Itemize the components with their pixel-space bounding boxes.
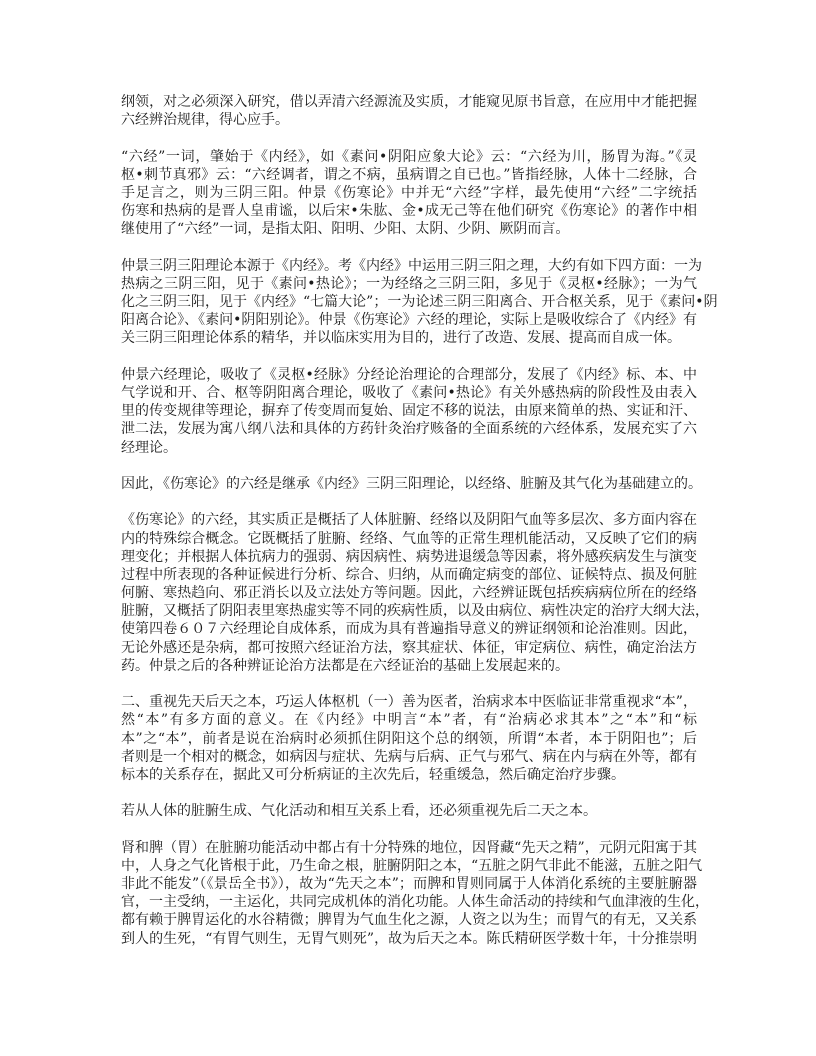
text-line: 脏腑，又概括了阴阳表里寒热虚实等不同的疾病性质，以及由病位、病性决定的治疗大纲大法， (121, 603, 709, 620)
text-line: 气学说和开、合、枢等阴阳离合理论，吸收了《素问•热论》有关外感热病的阶段性及由表入 (121, 385, 697, 401)
text-line: 肾和脾（胃）在脏腑功能活动中都占有十分特殊的地位，因肾藏“先天之精”，元阴元阳寓于其 (121, 839, 697, 856)
text-line: “六经”一词，肇始于《内经》，如《素问•阴阳应象大论》云：“六经为川，肠胃为海。”《灵 (121, 148, 697, 165)
text-line: 六经辨治规律，得心应手。 (121, 112, 289, 129)
paragraph (121, 93, 697, 129)
text-line: 非此不能发”（《景岳全书》），故为“先天之本”；而脾和胃则同属于人体消化系统的主要脏腑器 (121, 876, 697, 893)
text-line: 热病之三阴三阳，见于《素问•热论》；一为经络之三阴三阳，多见于《灵枢•经脉》；一为气 (121, 275, 697, 292)
text-line: 理变化；并根据人体抗病力的强弱、病因病性、病势进退缓急等因素，将外感疾病发生与演变 (121, 548, 697, 565)
paragraph (121, 366, 697, 457)
text-line: 到人的生死，“有胃气则生，无胃气则死”，故为后天之本。陈氏精研医学数十年，十分推崇明 (121, 930, 697, 947)
text-line: 化之三阴三阳，见于《内经》“七篇大论”；一为论述三阴三阳离合、开合枢关系，见于《素问•阴 (121, 294, 718, 311)
text-line: 二、重视先天后天之本，巧运人体枢机（一）善为医者，治病求本中医临证非常重视求“本”， (121, 694, 697, 711)
text-line: 关三阴三阳理论体系的精华，并以临床实用为目的，进行了改造、发展、提高而自成一体。 (121, 330, 681, 347)
text-line: 药。仲景之后的各种辨证论治方法都是在六经证治的基础上发展起来的。 (121, 657, 569, 674)
text-line: 官，一主受纳，一主运化，共同完成机体的消化功能。人体生命活动的持续和气血津液的生化， (121, 894, 709, 911)
text-line: 枢•刺节真邪》云：“六经调者，谓之不病，虽病谓之自已也。”皆指经脉，人体十二经脉，合 (121, 166, 697, 183)
text-line: 纲领，对之必须深入研究，借以弄清六经源流及实质，才能窥见原书旨意，在应用中才能把握 (121, 94, 697, 110)
paragraph (121, 839, 709, 948)
paragraph (121, 802, 697, 820)
text-line: 手足言之，则为三阴三阳。仲景《伤寒论》中并无“六经”字样，最先使用“六经”二字统括 (121, 184, 697, 201)
paragraph (121, 511, 709, 675)
text-line: 伤寒和热病的是晋人皇甫谧，以后宋•朱肱、金•成无己等在他们研究《伤寒论》的著作中相 (121, 203, 697, 220)
text-line: 里的传变规律等理论，摒弃了传变周而复始、固定不移的说法，由原来简单的热、实证和汗、 (121, 403, 697, 420)
text-line: 都有赖于脾胃运化的水谷精微；脾胃为气血生化之源，人资之以为生；而胃气的有无，又关系 (121, 912, 697, 929)
text-line: 泄二法，发展为寓八纲八法和具体的方药针灸治疗赅备的全面系统的六经体系，发展充实了六 (121, 421, 697, 438)
text-line: 过程中所表现的各种证候进行分析、综合、归纳，从而确定病变的部位、证候特点、损及何脏 (121, 566, 697, 583)
text-line: 经理论。 (121, 439, 177, 456)
text-line: 无论外感还是杂病，都可按照六经证治方法，察其症状、体征，审定病位、病性，确定治法方 (121, 639, 697, 656)
text-line: 阳离合论》、《素问•阴阳别论》。仲景《伤寒论》六经的理论，实际上是吸收综合了《内经》有 (121, 312, 697, 329)
text-line: 然“本”有多方面的意义。在《内经》中明言“本”者，有“治病必求其本”之“本”和“标 (121, 712, 697, 729)
text-line: 仲景三阴三阳理论本源于《内经》。考《内经》中运用三阴三阳之理，大约有如下四方面：一为 (121, 257, 702, 274)
text-line: 使第四卷６０７六经理论自成体系，而成为具有普遍指导意义的辨证纲领和论治准则。因此， (121, 621, 697, 638)
text-line: 仲景六经理论，吸收了《灵枢•经脉》分经论治理论的合理部分，发展了《内经》标、本、中 (121, 366, 697, 383)
text-line: 标本的关系存在，据此又可分析病证的主次先后，轻重缓急，然后确定治疗步骤。 (121, 766, 625, 783)
paragraph (121, 693, 697, 784)
text-line: 因此，《伤寒论》的六经是继承《内经》三阴三阳理论，以经络、脏腑及其气化为基础建立的。 (121, 475, 702, 492)
text-line: 者则是一个相对的概念，如病因与症状、先病与后病、正气与邪气、病在内与病在外等，都有 (121, 748, 697, 765)
text-line: 继使用了“六经”一词，是指太阳、阳明、少阳、太阴、少阴、厥阴而言。 (121, 221, 570, 238)
paragraph (121, 475, 702, 493)
document-page (121, 93, 718, 966)
text-line: 中，人身之气化皆根于此，乃生命之根，脏腑阴阳之本，“五脏之阴气非此不能滋，五脏之阳气 (121, 857, 703, 874)
text-line: 《伤寒论》的六经，其实质正是概括了人体脏腑、经络以及阴阳气血等多层次、多方面内容在 (121, 512, 697, 529)
paragraph (121, 257, 718, 348)
text-line: 内的特殊综合概念。它既概括了脏腑、经络、气血等的正常生理机能活动，又反映了它们的病 (121, 530, 697, 547)
text-line: 何腑、寒热趋向、邪正消长以及立法处方等问题。因此，六经辨证既包括疾病病位所在的经络 (121, 585, 697, 602)
text-line: 若从人体的脏腑生成、气化活动和相互关系上看，还必须重视先后二天之本。 (121, 803, 597, 820)
paragraph (121, 148, 697, 239)
text-line: 本”之“本”，前者是说在治病时必须抓住阴阳这个总的纲领，所谓“本者，本于阴阳也”；后 (121, 730, 697, 747)
